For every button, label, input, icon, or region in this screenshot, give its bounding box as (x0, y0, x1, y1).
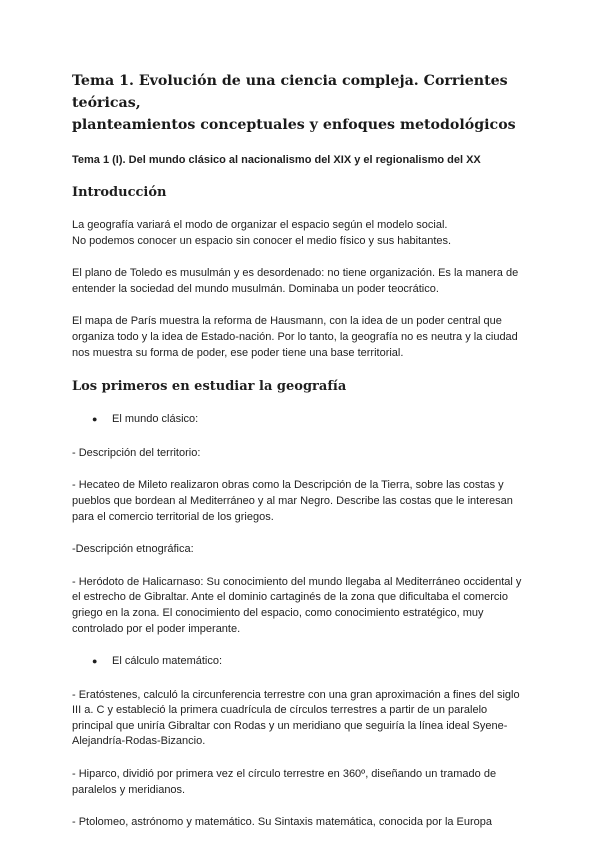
paragraph-herodoto (72, 575, 528, 637)
section-heading: Los primeros en estudiar la geografía (72, 379, 347, 395)
title-line-2: planteamientos conceptuales y enfoques metodológicos (72, 117, 516, 133)
text-line: -Descripción etnográfica: (72, 543, 194, 556)
text-line: El plano de Toledo es musulmán y es desordenado: no tiene organización. Es la manera de (72, 267, 519, 280)
bullet-item (72, 654, 528, 670)
text-line: No podemos conocer un espacio sin conocer el medio físico y sus habitantes. (72, 234, 452, 247)
paragraph (72, 542, 528, 558)
text-line: controlado por el poder imperante. (72, 622, 241, 635)
text-line: griego en la zona. El conocimiento del espacio, como conocimiento estratégico, muy (72, 606, 484, 619)
paragraph-hecateo (72, 478, 528, 525)
document-title (72, 70, 528, 136)
text-line: Alejandría-Rodas-Bizancio. (72, 735, 206, 748)
text-line: La geografía variará el modo de organizar el espacio según el modelo social. (72, 219, 448, 231)
text-line: entender la sociedad del mundo musulmán. Dominaba un poder teocrático. (72, 282, 439, 295)
text-line: - Heródoto de Halicarnaso: Su conocimiento del mundo llegaba al Mediterráneo occidental y (72, 575, 522, 588)
text-line: - Ptolomeo, astrónomo y matemático. Su Sintaxis matemática, conocida por la Europa (72, 816, 493, 829)
text-line: paralelos y meridianos. (72, 783, 186, 796)
text-line: pueblos que bordean al Mediterráneo y al mar Negro. Describe las costas que le interesan (72, 494, 513, 507)
text-line: - Descripción del territorio: (72, 446, 201, 459)
paragraph-hiparco (72, 767, 528, 798)
intro-paragraph-2 (72, 266, 528, 297)
paragraph-eratostenes (72, 688, 528, 750)
text-line: - Hecateo de Mileto realizaron obras como la Descripción de la Tierra, sobre las costas y (72, 479, 504, 492)
intro-paragraph-3 (72, 314, 528, 361)
bullet-label: El mundo clásico: (112, 413, 199, 426)
text-line: el estrecho de Gibraltar. Ante el dominio cartaginés de la zona que dificultaba el comercio (72, 591, 508, 604)
text-line: nos muestra su forma de poder, ese poder tiene una base territorial. (72, 346, 404, 359)
paragraph-ptolomeo (72, 815, 528, 831)
bullet-dot-icon: ● (92, 656, 98, 667)
intro-paragraph-1 (72, 218, 528, 249)
bullet-item (72, 412, 528, 428)
document-subtitle: Tema 1 (I). Del mundo clásico al nacionalismo del XIX y el regionalismo del XX (72, 154, 481, 166)
bullet-dot-icon: ● (92, 414, 98, 425)
text-line: - Eratóstenes, calculó la circunferencia terrestre con una gran aproximación a fines del siglo (72, 688, 520, 701)
title-line-1: Tema 1. Evolución de una ciencia compleja. Corrientes teóricas, (72, 73, 508, 111)
text-line: - Hiparco, dividió por primera vez el círculo terrestre en 360º, diseñando un tramado de (72, 768, 497, 781)
text-line: organiza todo y la idea de Estado-nación. Por lo tanto, la geografía no es neutra y la ciudad (72, 330, 518, 343)
text-line: principal que uniría Gibraltar con Rodas y un meridiano que seguiría la línea ideal Syene- (72, 719, 508, 732)
intro-heading: Introducción (72, 185, 167, 200)
text-line: para el comercio territorial de los griegos. (72, 510, 274, 523)
bullet-label: El cálculo matemático: (112, 655, 223, 668)
text-line: El mapa de París muestra la reforma de Hausmann, con la idea de un poder central que (72, 315, 502, 328)
text-line: III a. C y estableció la primera cuadrícula de círculos terrestres a partir de un paralelo (72, 704, 488, 717)
paragraph (72, 446, 528, 462)
